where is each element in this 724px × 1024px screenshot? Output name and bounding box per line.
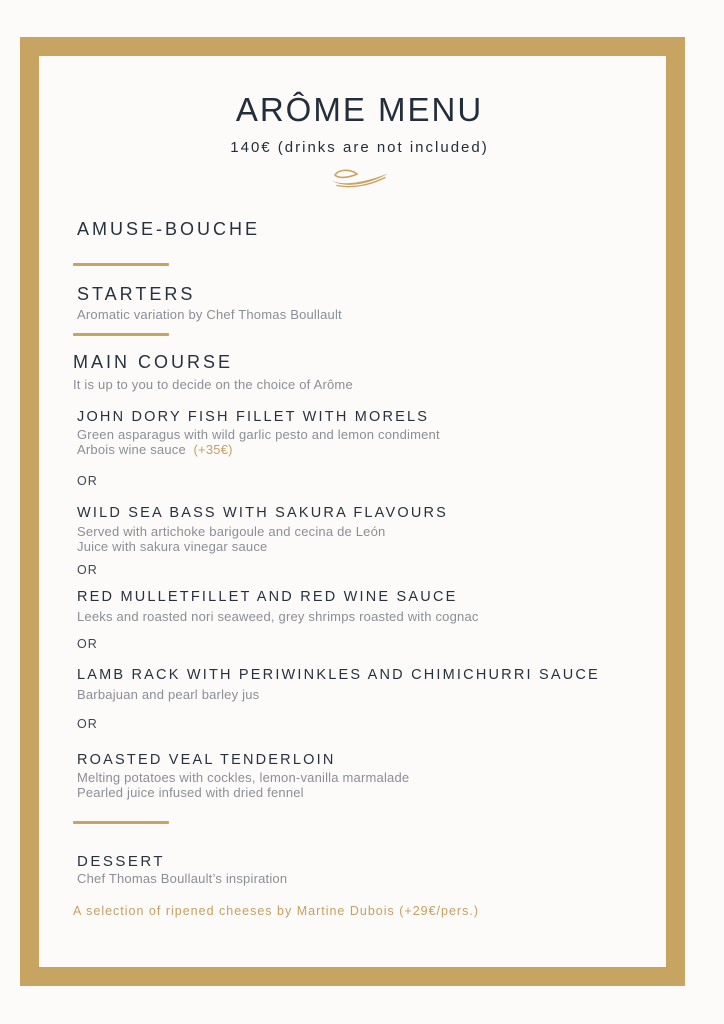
or-separator: OR [77,563,98,577]
wave-flourish-icon [73,167,646,191]
menu-item-name: WILD SEA BASS WITH SAKURA FLAVOURS [77,505,449,521]
starters-section [73,284,646,322]
menu-item-description: Green asparagus with wild garlic pesto and lemon condiment [77,427,440,442]
section-divider [73,821,169,824]
main-course-section [73,352,646,800]
section-divider [73,333,169,336]
menu-item-name: ROASTED VEAL TENDERLOIN [77,752,336,768]
menu-item [73,667,646,702]
or-separator: OR [77,474,98,488]
menu-content [39,56,666,967]
main-course-note: It is up to you to decide on the choice of Arôme [73,377,353,392]
menu-item [73,505,646,554]
menu-item-description: Served with artichoke barigoule and cecina de León [77,524,386,539]
menu-item-name: JOHN DORY FISH FILLET WITH MORELS [77,409,430,425]
section-divider [73,263,169,266]
menu-item-description: Melting potatoes with cockles, lemon-vanilla marmalade [77,770,410,785]
section-heading-starters: STARTERS [77,284,196,304]
starters-description: Aromatic variation by Chef Thomas Boullault [77,307,342,322]
section-heading-dessert: DESSERT [77,853,166,870]
menu-item-description: Leeks and roasted nori seaweed, grey shrimps roasted with cognac [77,609,479,624]
amuse-bouche-section [73,219,646,239]
section-heading-amuse-bouche: AMUSE-BOUCHE [77,219,261,239]
supplement-price: (+35€) [193,442,233,457]
dessert-section [73,853,646,886]
menu-item [73,589,646,624]
or-separator: OR [77,637,98,651]
menu-item [73,409,646,457]
dessert-description: Chef Thomas Boullault’s inspiration [77,871,288,886]
or-separator: OR [77,717,98,731]
menu-title: ARÔME MENU [235,91,484,128]
menu-item-description: Pearled juice infused with dried fennel [77,785,304,800]
gold-border-frame [20,37,685,986]
menu-item-name: LAMB RACK WITH PERIWINKLES AND CHIMICHURRI SAUCE [77,667,600,683]
menu-item-name: RED MULLETFILLET AND RED WINE SAUCE [77,589,458,605]
section-heading-main-course: MAIN COURSE [73,352,234,372]
menu-item [73,752,646,800]
menu-item-description [77,442,646,457]
price-note: 140€ (drinks are not included) [230,139,489,156]
cheese-supplement-note: A selection of ripened cheeses by Martine Dubois (+29€/pers.) [73,904,479,918]
menu-item-description: Barbajuan and pearl barley jus [77,687,260,702]
menu-item-description: Juice with sakura vinegar sauce [77,539,268,554]
menu-item-description-text: Arbois wine sauce [77,442,186,457]
menu-header [73,56,646,191]
